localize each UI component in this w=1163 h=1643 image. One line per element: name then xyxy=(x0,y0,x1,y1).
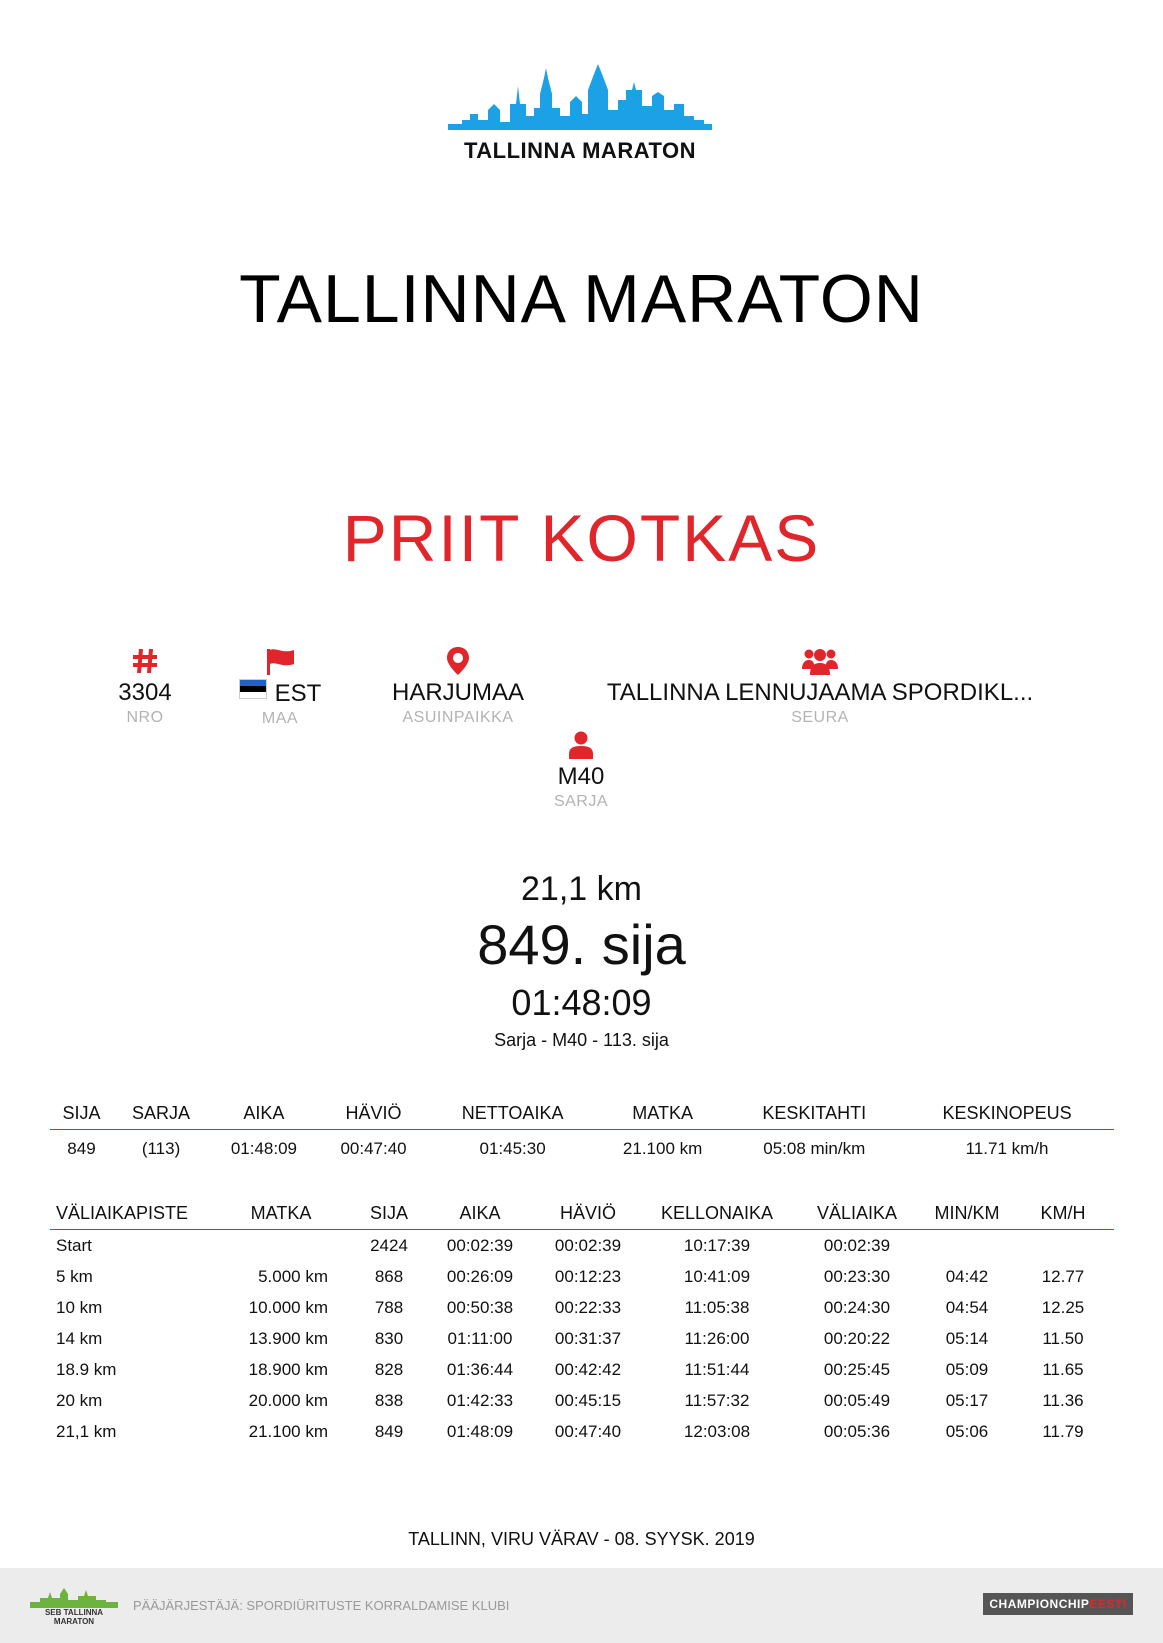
venue-date: TALLINN, VIRU VÄRAV - 08. SYYSK. 2019 xyxy=(408,1529,755,1549)
splits-cell: 01:48:09 xyxy=(446,1421,514,1441)
splits-cell xyxy=(210,1230,352,1262)
splits-cell: 00:05:36 xyxy=(823,1421,891,1441)
footer xyxy=(0,1568,1163,1643)
splits-header-row xyxy=(50,1203,1114,1230)
info-category xyxy=(531,729,631,811)
splits-cell: 05:06 xyxy=(945,1421,989,1441)
splits-cell: 11:51:44 xyxy=(684,1359,750,1379)
overall-place: 849. sija xyxy=(477,913,686,976)
splits-cell: 00:25:45 xyxy=(823,1359,891,1379)
summary-cell: 21.100 km xyxy=(622,1139,703,1158)
splits-cell: 04:42 xyxy=(945,1266,989,1286)
splits-cell: 828 xyxy=(374,1359,404,1379)
country-label: MAA xyxy=(261,710,299,727)
summary-header: KESKITAHTI xyxy=(728,1103,900,1130)
splits-header: KELLONAIKA xyxy=(642,1203,792,1230)
summary-header: SARJA xyxy=(113,1103,209,1130)
splits-row xyxy=(50,1354,1114,1385)
splits-cell xyxy=(922,1230,1012,1262)
splits-cell: 00:31:37 xyxy=(554,1328,622,1348)
event-title: TALLINNA MARATON xyxy=(239,261,924,337)
splits-cell: 11.50 xyxy=(1042,1328,1084,1348)
bib-number-label: NRO xyxy=(126,709,164,726)
hash-icon xyxy=(95,645,195,675)
splits-header: SIJA xyxy=(352,1203,426,1230)
splits-cell: 11.79 xyxy=(1042,1421,1084,1441)
splits-cell: 01:42:33 xyxy=(446,1390,514,1410)
splits-cell: 00:24:30 xyxy=(823,1297,891,1317)
splits-cell: 00:23:30 xyxy=(823,1266,891,1286)
splits-cell: 11:57:32 xyxy=(684,1390,750,1410)
splits-cell: 11.65 xyxy=(1042,1359,1084,1379)
splits-cell: 00:20:22 xyxy=(823,1328,891,1348)
splits-cell: 12:03:08 xyxy=(683,1421,751,1441)
sponsor-logo xyxy=(983,1593,1133,1615)
summary-cell: 01:45:30 xyxy=(479,1139,546,1158)
footer-logo xyxy=(30,1588,118,1626)
splits-cell: 5.000 km xyxy=(258,1266,328,1286)
splits-row xyxy=(50,1230,1114,1262)
splits-cell: 20 km xyxy=(56,1390,103,1410)
splits-cell: 00:02:39 xyxy=(554,1235,622,1255)
splits-cell: 5 km xyxy=(56,1266,93,1286)
summary-row xyxy=(50,1130,1114,1169)
splits-cell: 14 km xyxy=(56,1328,103,1348)
splits-cell: 788 xyxy=(374,1297,404,1317)
organizer-text: PÄÄJÄRJESTÄJÄ: SPORDIÜRITUSTE KORRALDAMISE KLUBI xyxy=(133,1598,510,1613)
splits-header: AIKA xyxy=(426,1203,534,1230)
estonia-flag xyxy=(239,679,267,699)
summary-cell: 05:08 min/km xyxy=(763,1139,866,1158)
splits-cell: 18.900 km xyxy=(248,1359,328,1379)
category-value: M40 xyxy=(557,763,605,790)
splits-cell xyxy=(1012,1230,1114,1262)
skyline-icon xyxy=(448,64,712,134)
map-pin-icon xyxy=(368,645,548,675)
summary-cell: 849 xyxy=(67,1139,96,1158)
splits-header: MATKA xyxy=(210,1203,352,1230)
summary-header: NETTOAIKA xyxy=(428,1103,596,1130)
summary-header: MATKA xyxy=(597,1103,729,1130)
splits-row xyxy=(50,1261,1114,1292)
summary-cell: 00:47:40 xyxy=(340,1139,407,1158)
summary-cell: 11.71 km/h xyxy=(965,1139,1049,1158)
runner-name: PRIIT KOTKAS xyxy=(342,501,821,575)
splits-cell: 00:02:39 xyxy=(446,1235,514,1255)
splits-cell: 05:09 xyxy=(945,1359,989,1379)
logo-text: TALLINNA MARATON xyxy=(463,138,697,163)
summary-header: KESKINOPEUS xyxy=(900,1103,1114,1130)
splits-header: KM/H xyxy=(1012,1203,1114,1230)
category-label: SARJA xyxy=(553,793,609,810)
info-club xyxy=(580,645,1060,727)
splits-cell: 13.900 km xyxy=(248,1328,328,1348)
splits-row xyxy=(50,1385,1114,1416)
splits-cell: 00:47:40 xyxy=(554,1421,622,1441)
splits-cell: 00:26:09 xyxy=(446,1266,514,1286)
splits-cell: 01:11:00 xyxy=(447,1328,513,1348)
splits-cell: 21.100 km xyxy=(248,1421,328,1441)
splits-cell: 00:42:42 xyxy=(554,1359,622,1379)
summary-cell: (113) xyxy=(141,1139,181,1158)
splits-cell: 11:26:00 xyxy=(684,1328,750,1348)
splits-cell: 21,1 km xyxy=(56,1421,117,1441)
splits-cell: 868 xyxy=(374,1266,404,1286)
splits-cell: 10.000 km xyxy=(248,1297,328,1317)
splits-cell: 2424 xyxy=(370,1235,408,1255)
splits-cell: 20.000 km xyxy=(248,1390,328,1410)
footer-skyline-icon xyxy=(30,1588,118,1608)
splits-cell: 01:36:44 xyxy=(446,1359,514,1379)
club-label: SEURA xyxy=(791,709,849,726)
splits-row xyxy=(50,1416,1114,1447)
splits-cell: 10:41:09 xyxy=(683,1266,751,1286)
sponsor-region: EESTI xyxy=(1089,1597,1127,1611)
splits-cell: 830 xyxy=(374,1328,404,1348)
splits-cell: 10 km xyxy=(56,1297,103,1317)
splits-cell: 00:02:39 xyxy=(823,1235,891,1255)
race-distance: 21,1 km xyxy=(521,870,642,908)
users-icon xyxy=(580,645,1060,675)
finish-time: 01:48:09 xyxy=(511,982,652,1023)
splits-row xyxy=(50,1323,1114,1354)
category-place: Sarja - M40 - 113. sija xyxy=(494,1030,669,1050)
event-logo xyxy=(448,64,712,164)
user-icon xyxy=(531,729,631,759)
country-code: EST xyxy=(274,680,322,707)
splits-cell: 12.77 xyxy=(1041,1266,1085,1286)
splits-cell: 00:22:33 xyxy=(554,1297,622,1317)
summary-header: AIKA xyxy=(209,1103,319,1130)
residence-value: HARJUMAA xyxy=(391,679,524,706)
summary-header: SIJA xyxy=(50,1103,113,1130)
splits-header: VÄLIAIKA xyxy=(792,1203,922,1230)
splits-cell: 05:17 xyxy=(945,1390,989,1410)
splits-cell: 849 xyxy=(374,1421,404,1441)
splits-header: HÄVIÖ xyxy=(534,1203,642,1230)
splits-cell: 11:05:38 xyxy=(684,1297,750,1317)
summary-cell: 01:48:09 xyxy=(230,1139,297,1158)
splits-row xyxy=(50,1292,1114,1323)
splits-cell: 10:17:39 xyxy=(683,1235,751,1255)
splits-cell: 00:05:49 xyxy=(823,1390,891,1410)
info-country xyxy=(220,645,340,728)
splits-cell: 00:45:15 xyxy=(554,1390,622,1410)
splits-cell: 04:54 xyxy=(945,1297,989,1317)
summary-header: HÄVIÖ xyxy=(319,1103,429,1130)
splits-cell: 00:50:38 xyxy=(446,1297,514,1317)
info-residence xyxy=(368,645,548,727)
sponsor-name: CHAMPIONCHIP xyxy=(989,1597,1090,1611)
splits-cell: 12.25 xyxy=(1041,1297,1085,1317)
splits-table xyxy=(50,1203,1114,1447)
splits-cell: Start xyxy=(56,1235,92,1255)
splits-cell: 18.9 km xyxy=(56,1359,117,1379)
bib-number: 3304 xyxy=(118,679,172,706)
summary-table xyxy=(50,1103,1114,1168)
club-value: TALLINNA LENNUJAAMA SPORDIKL... xyxy=(606,679,1034,706)
splits-cell: 838 xyxy=(374,1390,404,1410)
splits-cell: 00:12:23 xyxy=(554,1266,622,1286)
splits-header: MIN/KM xyxy=(922,1203,1012,1230)
info-number xyxy=(95,645,195,727)
splits-header: VÄLIAIKAPISTE xyxy=(50,1203,210,1230)
footer-logo-text: SEB TALLINNA MARATON xyxy=(44,1608,104,1626)
splits-cell: 11.36 xyxy=(1042,1390,1084,1410)
flag-icon xyxy=(220,645,340,675)
summary-header-row xyxy=(50,1103,1114,1130)
residence-label: ASUINPAIKKA xyxy=(402,709,514,726)
splits-cell: 05:14 xyxy=(945,1328,989,1348)
